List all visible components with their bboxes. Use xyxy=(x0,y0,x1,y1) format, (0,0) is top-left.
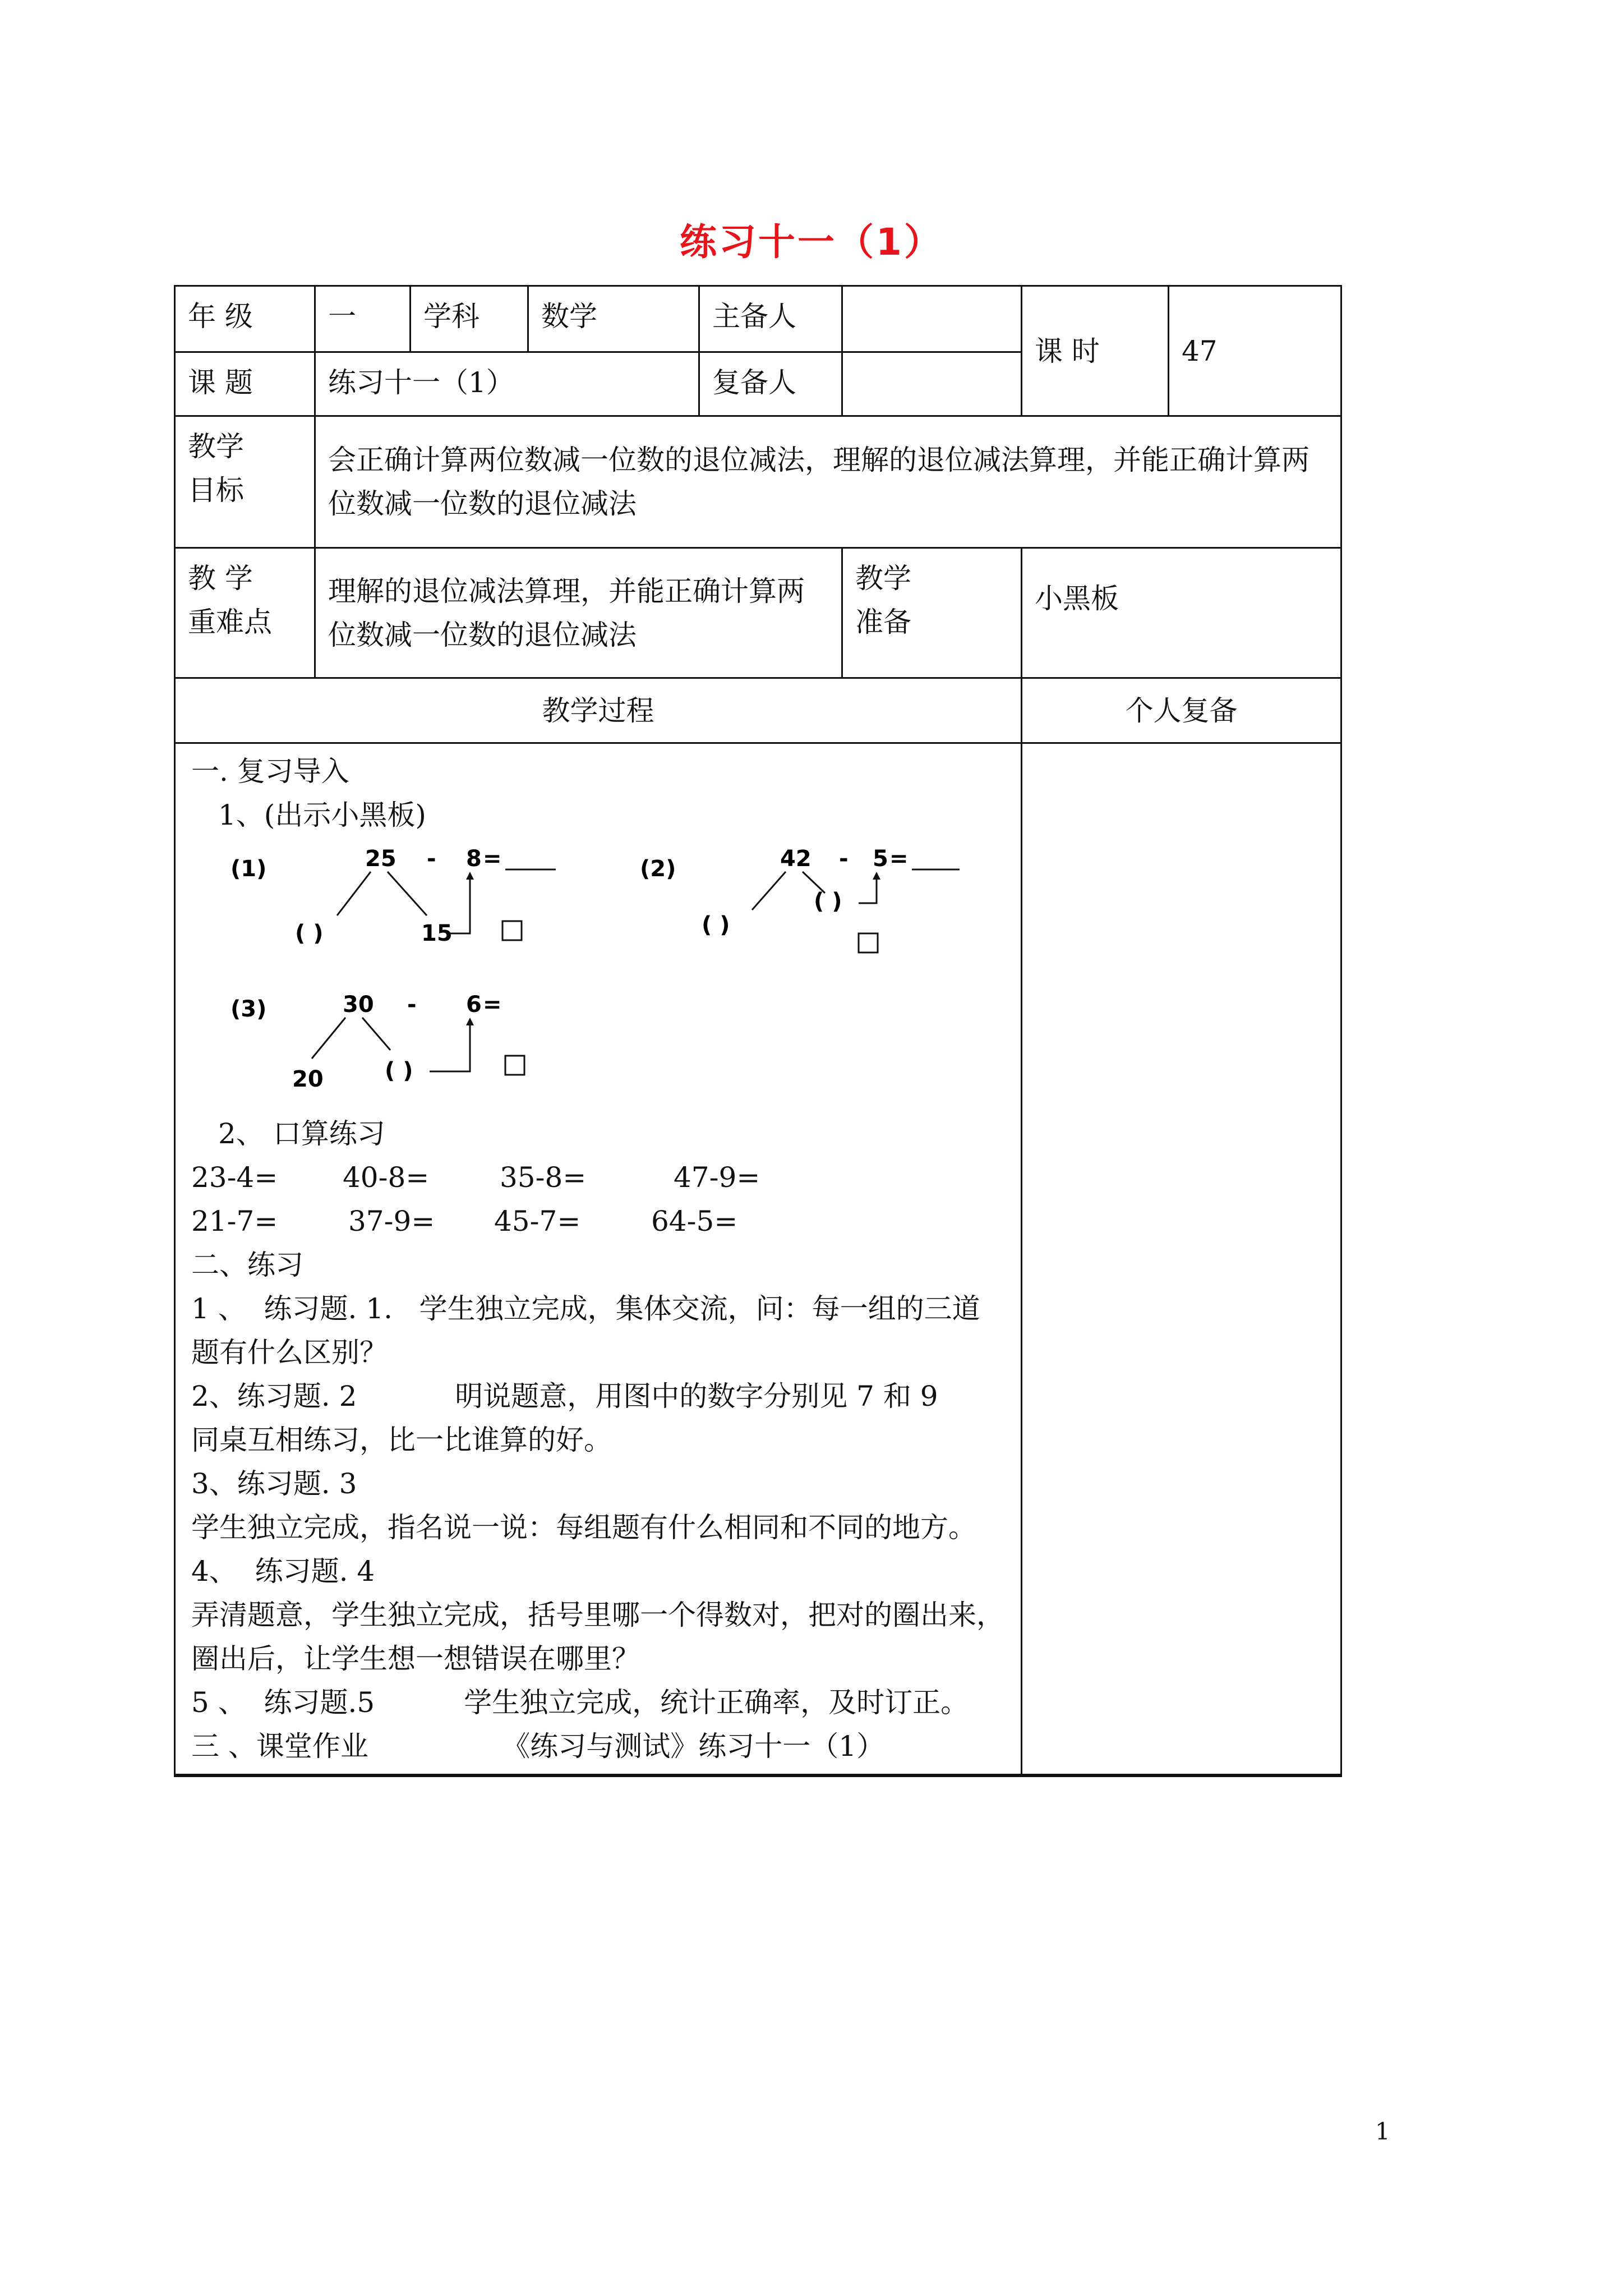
personal-header: 个人复备 xyxy=(1022,678,1341,743)
lesson-plan-table xyxy=(174,285,1342,1777)
answer-box xyxy=(859,933,878,953)
practice-4-line-3: 圈出后，让学生想一想错误在哪里？ xyxy=(191,1642,640,1675)
diagram-3-split-right: ( ) xyxy=(385,1058,413,1084)
diagram-1-split-right: 15 xyxy=(421,921,453,946)
svg-text:-: - xyxy=(839,846,849,872)
difficulties-label: 教 学 重难点 xyxy=(175,548,315,678)
diagram-2-label: (2) xyxy=(640,856,676,882)
practice-1-line-2: 题有什么区别？ xyxy=(191,1336,388,1369)
topic-label: 课 题 xyxy=(175,352,315,416)
page-title: 练习十一（1） xyxy=(680,220,943,264)
diagram-3-split-left: 20 xyxy=(292,1066,324,1092)
co-preparer-label: 复备人 xyxy=(699,352,842,416)
diagram-2-minuend: 42 xyxy=(780,846,811,872)
diagram-1-split-left: ( ) xyxy=(295,921,324,946)
grade-value: 一 xyxy=(315,286,411,352)
calc-item: 64-5= xyxy=(651,1205,738,1237)
grade-label: 年 级 xyxy=(175,286,315,352)
difficulties-text: 理解的退位减法算理，并能正确计算两位数减一位数的退位减法 xyxy=(315,548,842,678)
diagram-2-subtrahend: 5 xyxy=(873,846,888,872)
review-item-1: 1、(出示小黑板) xyxy=(218,799,426,831)
diagram-1-subtrahend: 8 xyxy=(466,846,482,872)
practice-4-line-1: 4、 练习题. 4 xyxy=(191,1555,375,1588)
calc-item: 37-9= xyxy=(348,1205,435,1237)
section-practice-title: 二、练习 xyxy=(191,1249,303,1281)
diagram-row-2 xyxy=(191,983,1005,1112)
subject-label: 学科 xyxy=(411,286,528,352)
prep-label: 教学 准备 xyxy=(842,548,1022,678)
decomposition-diagrams-b xyxy=(191,983,584,1112)
practice-2-line-2: 同桌互相练习，比一比谁算的好。 xyxy=(191,1424,612,1456)
decomposition-diagrams-a xyxy=(191,837,976,983)
calc-item: 45-7= xyxy=(494,1205,581,1237)
diagram-3 xyxy=(230,992,524,1092)
main-preparer-label: 主备人 xyxy=(699,286,842,352)
practice-2-line-1: 2、练习题. 2 明说题意，用图中的数字分别见 7 和 9 xyxy=(191,1380,938,1412)
diagram-3-subtrahend: 6 xyxy=(466,992,482,1018)
answer-box xyxy=(505,1056,524,1075)
svg-text:=: = xyxy=(483,992,502,1018)
teaching-process xyxy=(175,743,1022,1776)
diagram-2 xyxy=(640,846,960,953)
svg-text:=: = xyxy=(483,846,502,872)
diagram-2-split-left: ( ) xyxy=(702,912,730,938)
calc-item: 35-8= xyxy=(500,1161,587,1194)
calc-item: 21-7= xyxy=(191,1205,278,1237)
lesson-label: 课 时 xyxy=(1022,286,1169,416)
diagram-1 xyxy=(230,846,556,946)
co-preparer-value xyxy=(842,352,1022,416)
calc-item: 23-4= xyxy=(191,1161,278,1194)
practice-5-line: 5 、 练习题.5 学生独立完成，统计正确率，及时订正。 xyxy=(191,1686,969,1719)
calc-row-1 xyxy=(191,1156,1005,1199)
diagram-3-label: (3) xyxy=(230,996,267,1022)
diagram-2-split-right: ( ) xyxy=(814,889,842,914)
calc-item: 47-9= xyxy=(674,1161,760,1194)
main-preparer-value xyxy=(842,286,1022,352)
diagram-1-label: (1) xyxy=(230,856,267,882)
subject-value: 数学 xyxy=(528,286,699,352)
practice-3-line-1: 3、练习题. 3 xyxy=(191,1467,357,1500)
svg-text:-: - xyxy=(427,846,436,872)
lesson-value: 47 xyxy=(1169,286,1341,416)
homework-line: 三 、课堂作业 《练习与测试》练习十一（1） xyxy=(191,1730,885,1763)
page-number: 1 xyxy=(1375,2118,1390,2145)
process-header: 教学过程 xyxy=(175,678,1022,743)
practice-3-line-2: 学生独立完成，指名说一说：每组题有什么相同和不同的地方。 xyxy=(191,1511,976,1544)
diagram-3-minuend: 30 xyxy=(343,992,374,1018)
objectives-text: 会正确计算两位数减一位数的退位减法，理解的退位减法算理，并能正确计算两位数减一位数的退位减法 xyxy=(315,416,1341,548)
diagram-1-minuend: 25 xyxy=(365,846,396,872)
review-item-2: 2、 口算练习 xyxy=(218,1117,385,1150)
practice-1-line-1: 1 、 练习题. 1. 学生独立完成，集体交流，问：每一组的三道 xyxy=(191,1292,980,1325)
calc-row-2 xyxy=(191,1199,1005,1243)
calc-item: 40-8= xyxy=(343,1161,430,1194)
section-review-title: 一. 复习导入 xyxy=(191,755,349,788)
svg-text:=: = xyxy=(889,846,909,872)
diagram-row-1 xyxy=(191,837,1005,983)
answer-box xyxy=(502,921,522,940)
topic-value: 练习十一（1） xyxy=(315,352,699,416)
svg-text:-: - xyxy=(407,992,417,1018)
prep-value: 小黑板 xyxy=(1022,548,1341,678)
practice-4-line-2: 弄清题意，学生独立完成，括号里哪一个得数对，把对的圈出来， xyxy=(191,1599,1004,1631)
objectives-label: 教学 目标 xyxy=(175,416,315,548)
personal-notes-cell xyxy=(1022,743,1341,1776)
